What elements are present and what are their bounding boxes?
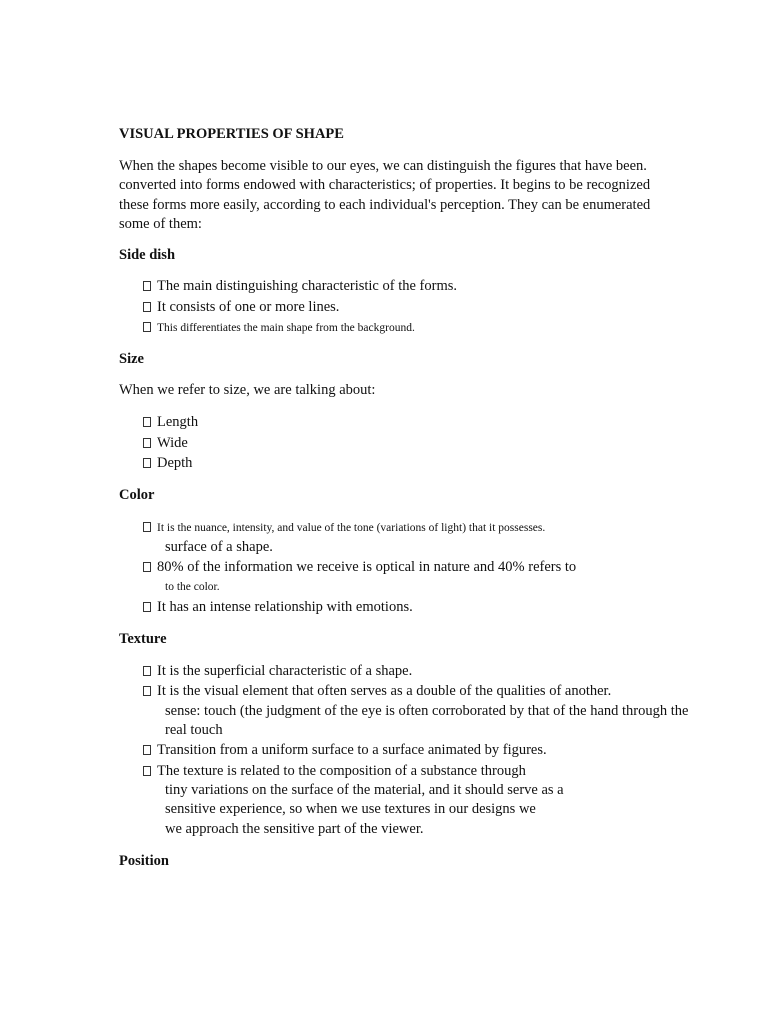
list-item: Length [143,413,198,432]
list-item: Depth [143,454,192,473]
checkbox-bullet-icon [143,666,151,676]
checkbox-bullet-icon [143,438,151,448]
checkbox-bullet-icon [143,686,151,696]
checkbox-bullet-icon [143,562,151,572]
color-heading: Color [119,487,155,503]
list-item: It is the visual element that often serves as a double of the qualities of another. [143,682,611,701]
list-item: This differentiates the main shape from the background. [143,319,415,338]
list-item: It consists of one or more lines. [143,298,339,317]
size-intro: When we refer to size, we are talking about: [119,382,376,398]
list-item-continuation: real touch [165,722,223,738]
checkbox-bullet-icon [143,602,151,612]
intro-line-2: converted into forms endowed with characteristics; of properties. It begins to be recognized [119,177,651,193]
intro-line-3: these forms more easily, according to each individual's perception. They can be enumerated [119,197,651,213]
checkbox-bullet-icon [143,417,151,427]
list-item-continuation: sense: touch (the judgment of the eye is often corroborated by that of the hand through the [165,703,689,719]
intro-line-4: some of them: [119,216,202,232]
list-item: 80% of the information we receive is optical in nature and 40% refers to [143,558,576,577]
checkbox-bullet-icon [143,745,151,755]
checkbox-bullet-icon [143,322,151,332]
checkbox-bullet-icon [143,302,151,312]
page-title: VISUAL PROPERTIES OF SHAPE [119,126,344,142]
list-item: It has an intense relationship with emotions. [143,598,413,617]
intro-line-1: When the shapes become visible to our eyes, we can distinguish the figures that have been. [119,158,647,174]
list-item-continuation: surface of a shape. [165,539,273,555]
size-heading: Size [119,351,144,367]
list-item-continuation: to the color. [165,581,220,593]
texture-heading: Texture [119,631,167,647]
list-item-continuation: tiny variations on the surface of the material, and it should serve as a [165,782,564,798]
list-item: Wide [143,434,188,453]
checkbox-bullet-icon [143,458,151,468]
list-item-continuation: we approach the sensitive part of the viewer. [165,821,424,837]
side-dish-heading: Side dish [119,247,176,263]
position-heading: Position [119,853,169,869]
list-item: The main distinguishing characteristic of the forms. [143,277,457,296]
list-item-continuation: sensitive experience, so when we use textures in our designs we [165,801,536,817]
checkbox-bullet-icon [143,522,151,532]
list-item: It is the superficial characteristic of a shape. [143,662,412,681]
list-item: The texture is related to the composition of a substance through [143,762,526,781]
checkbox-bullet-icon [143,766,151,776]
checkbox-bullet-icon [143,281,151,291]
list-item: Transition from a uniform surface to a surface animated by figures. [143,741,547,760]
list-item: It is the nuance, intensity, and value of the tone (variations of light) that it possesses. [143,519,545,538]
